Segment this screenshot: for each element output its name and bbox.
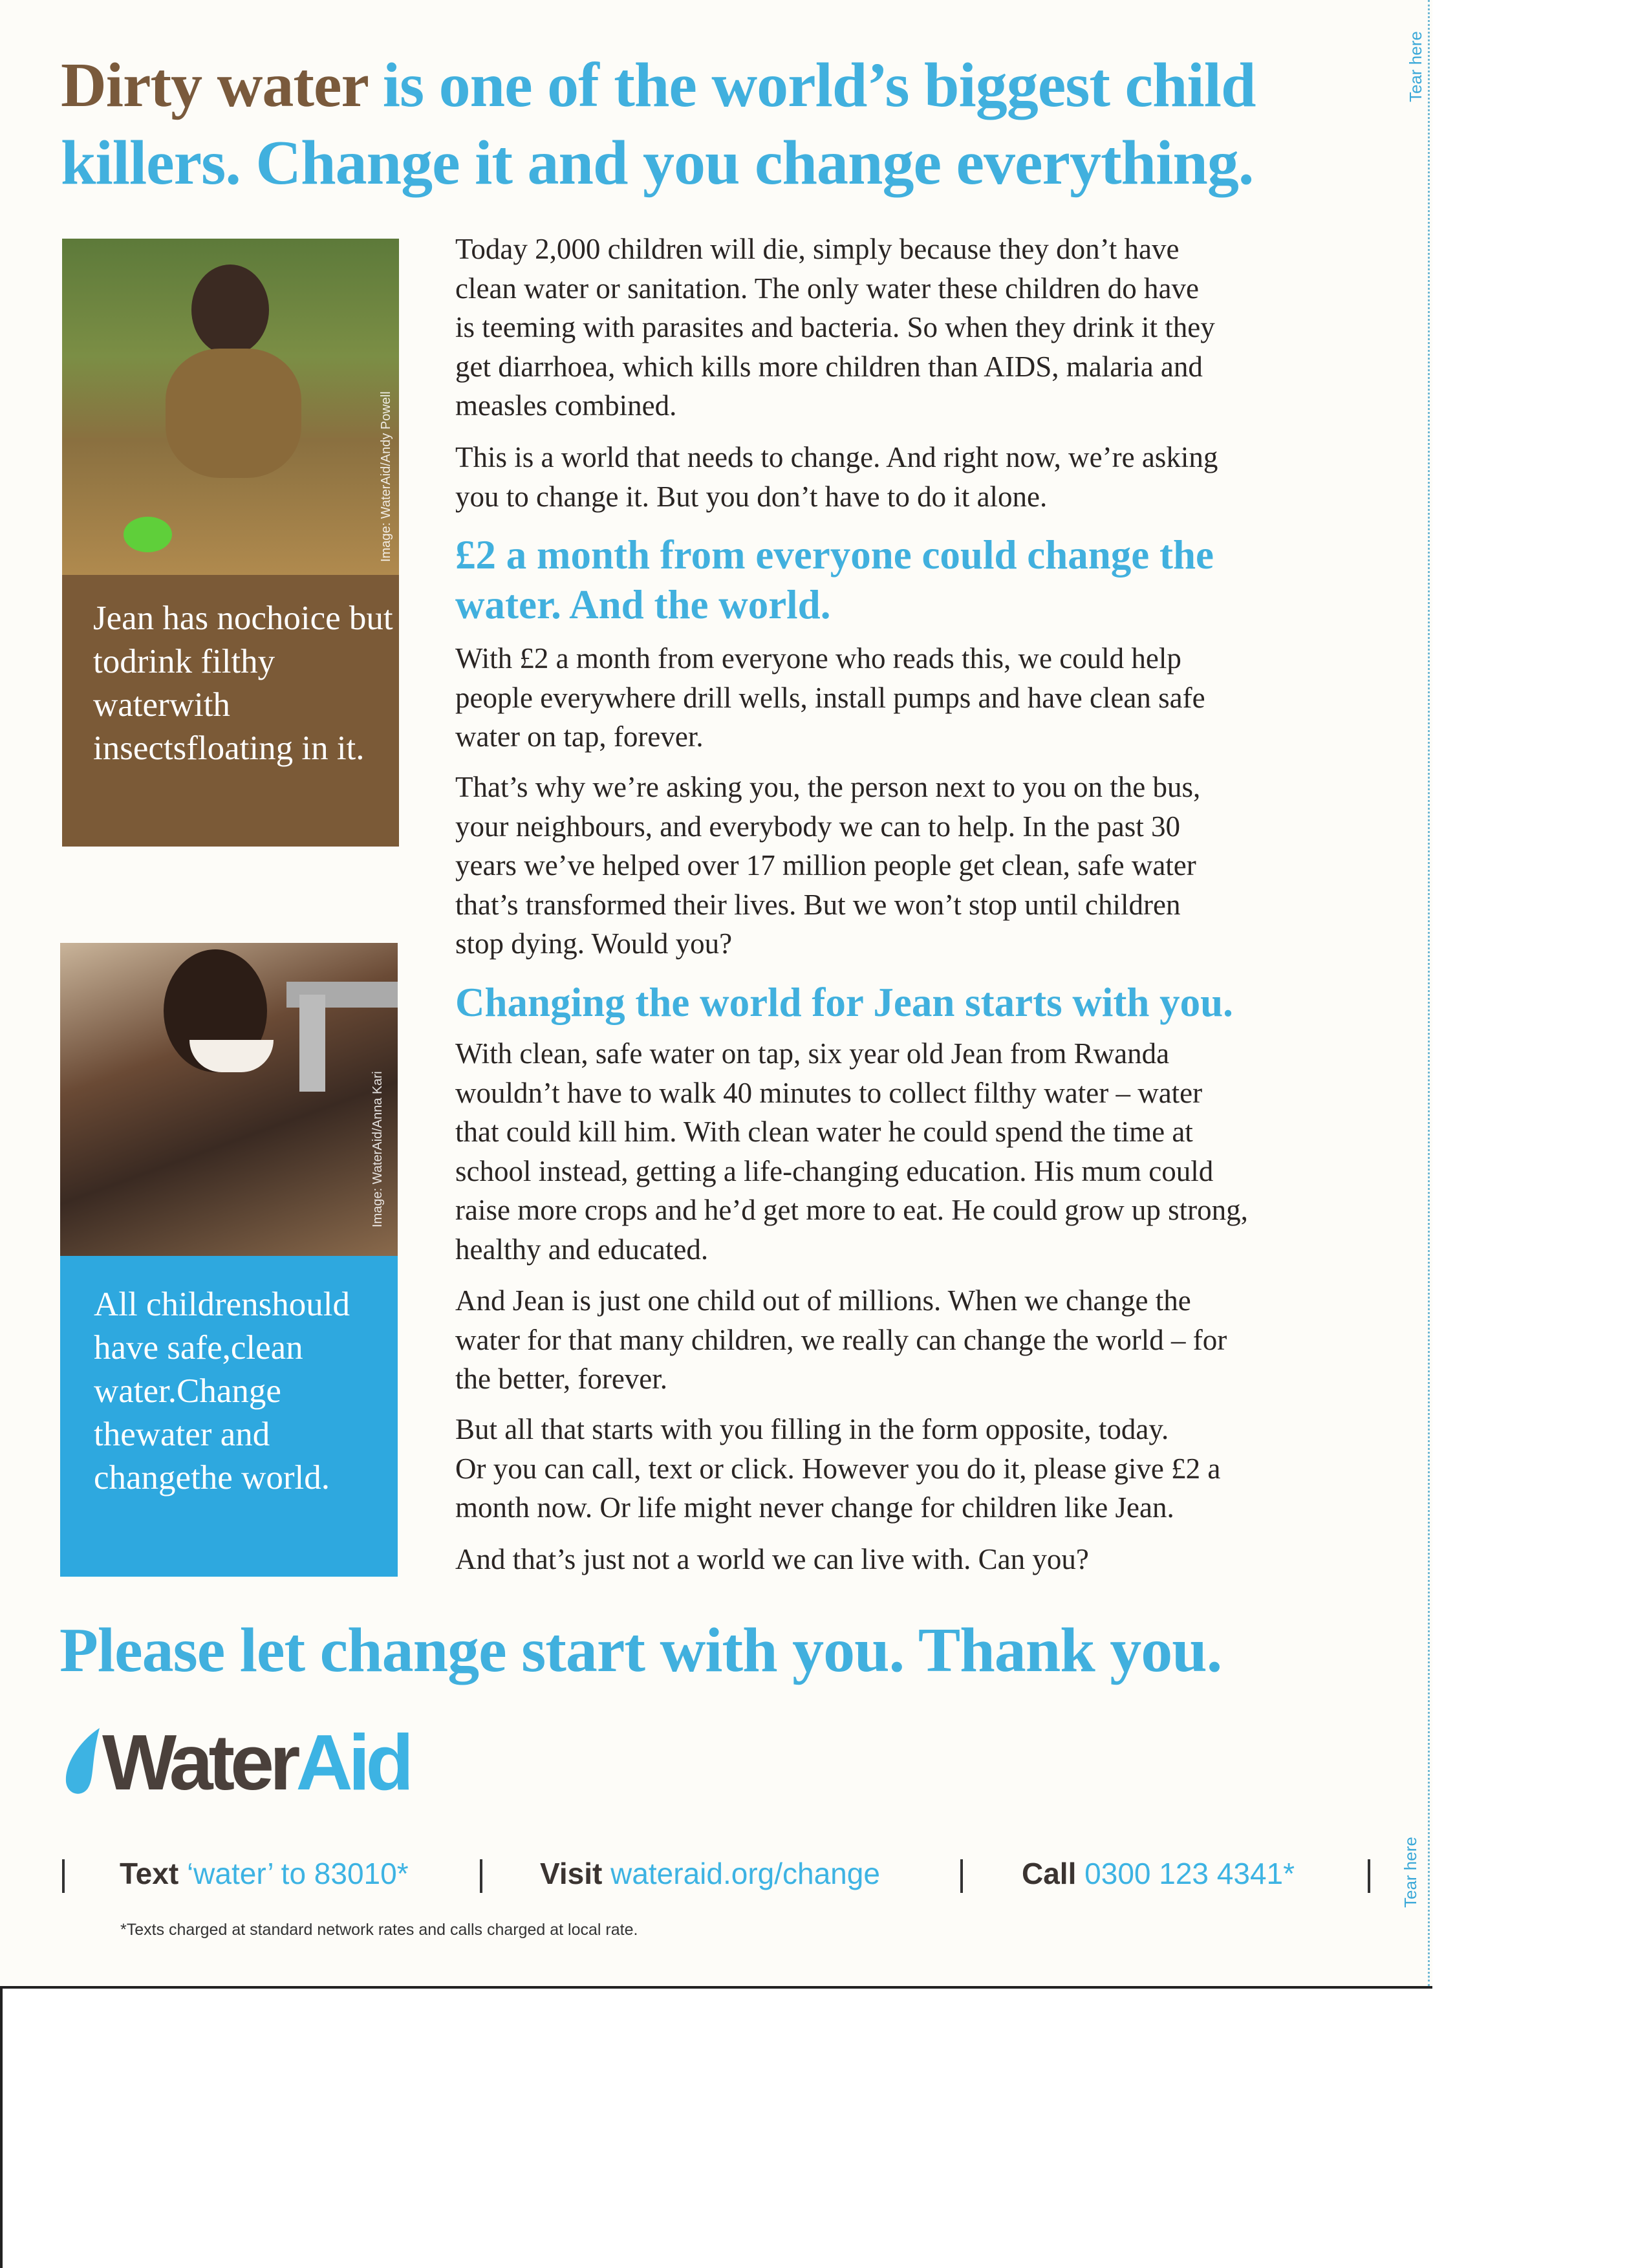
contact-bar xyxy=(58,1856,1384,1901)
text-line: clean water or sanitation. The only water these children do have xyxy=(455,272,1199,305)
text-line: With clean, safe water on tap, six year old Jean from Rwanda xyxy=(455,1037,1170,1070)
text-line: the better, forever. xyxy=(455,1363,668,1395)
body-paragraph xyxy=(455,438,1218,516)
website-link[interactable]: wateraid.org/change xyxy=(610,1857,880,1890)
body-paragraph xyxy=(455,768,1200,964)
text-line: years we’ve helped over 17 million people get clean, safe water xyxy=(455,849,1196,881)
text-line: water on tap, forever. xyxy=(455,720,704,753)
text-label: Text xyxy=(120,1857,179,1890)
divider xyxy=(960,1859,963,1893)
text-line: the world. xyxy=(191,1459,330,1496)
text-line: Changing the world for Jean starts with you. xyxy=(455,980,1233,1025)
text-line: That’s why we’re asking you, the person next to you on the bus, xyxy=(455,771,1201,803)
text-line: choice but to xyxy=(93,599,393,680)
body-paragraph xyxy=(455,639,1205,757)
text-line: raise more crops and he’d get more to eat. He could grow up strong, xyxy=(455,1194,1248,1226)
divider xyxy=(62,1859,65,1893)
photo-jean-drinking xyxy=(62,239,399,575)
call-option xyxy=(1022,1856,1295,1891)
body-paragraph xyxy=(455,1034,1248,1269)
text-line: that could kill him. With clean water he could spend the time at xyxy=(455,1116,1193,1148)
visit-option xyxy=(540,1856,880,1891)
text-line: This is a world that needs to change. And right now, we’re asking xyxy=(455,441,1218,473)
body-paragraph xyxy=(455,1281,1227,1399)
text-line: water for that many children, we really can change the world – for xyxy=(455,1323,1227,1356)
page-edge xyxy=(0,1986,3,2268)
headline xyxy=(61,47,1419,202)
water-drop-icon xyxy=(62,1727,101,1798)
text-line: month now. Or life might never change for children like Jean. xyxy=(455,1491,1174,1524)
photo-credit: Image: WaterAid/Andy Powell xyxy=(379,391,393,562)
text-line: water. And the world. xyxy=(455,582,831,627)
tear-line xyxy=(1428,0,1430,1986)
logo-text-water: Water xyxy=(102,1718,296,1806)
text-line: measles combined. xyxy=(455,389,677,422)
divider xyxy=(480,1859,482,1893)
footnote: *Texts charged at standard network rates and calls charged at local rate. xyxy=(120,1921,638,1939)
text-line: clean water. xyxy=(94,1329,303,1410)
text-line: stop dying. Would you? xyxy=(455,927,733,960)
text-line: And Jean is just one child out of millions. When we change the xyxy=(455,1284,1191,1317)
divider xyxy=(1368,1859,1370,1893)
text-line: is teeming with parasites and bacteria. So when they drink it they xyxy=(455,311,1215,343)
call-label: Call xyxy=(1022,1857,1077,1890)
text-line: your neighbours, and everybody we can to help. In the past 30 xyxy=(455,810,1180,843)
caption-all-children xyxy=(60,1256,398,1577)
photo-child-at-tap xyxy=(60,943,398,1256)
tear-here-label-bottom: Tear here xyxy=(1401,1837,1420,1908)
subheading xyxy=(455,530,1214,630)
text-line: with insects xyxy=(93,686,230,767)
headline-line1: is one of the world’s biggest child xyxy=(367,50,1256,120)
headline-emphasis: Dirty water xyxy=(61,50,368,120)
text-line: water and change xyxy=(94,1416,270,1496)
text-line: that’s transformed their lives. But we won’t stop until children xyxy=(455,888,1181,921)
body-paragraph xyxy=(455,230,1215,426)
text-line: drink filthy water xyxy=(93,643,275,724)
text-line: Jean has no xyxy=(93,599,252,637)
body-paragraph xyxy=(455,1410,1220,1528)
text-line: All children xyxy=(94,1286,259,1323)
headline-line2: killers. Change it and you change everything. xyxy=(61,128,1254,198)
text-line: Today 2,000 children will die, simply because they don’t have xyxy=(455,233,1180,265)
subheading xyxy=(455,978,1233,1028)
text-line: Or you can call, text or click. However you do it, please give £2 a xyxy=(455,1452,1221,1485)
tear-here-label-top: Tear here xyxy=(1406,31,1425,102)
text-line: And that’s just not a world we can live with. Can you? xyxy=(455,1543,1089,1575)
text-line: But all that starts with you filling in the form opposite, today. xyxy=(455,1413,1169,1445)
wateraid-logo xyxy=(62,1720,409,1804)
text-line: Change the xyxy=(94,1372,281,1453)
caption-jean xyxy=(62,575,399,847)
text-line: With £2 a month from everyone who reads this, we could help xyxy=(455,642,1181,675)
text-option xyxy=(120,1856,409,1891)
text-line: healthy and educated. xyxy=(455,1233,709,1266)
photo-credit: Image: WaterAid/Anna Kari xyxy=(371,1071,385,1227)
sms-keyword[interactable]: ‘water’ to 83010* xyxy=(186,1857,409,1890)
text-line: floating in it. xyxy=(186,729,365,767)
text-line: school instead, getting a life-changing education. His mum could xyxy=(455,1154,1214,1187)
phone-number[interactable]: 0300 123 4341* xyxy=(1084,1857,1295,1890)
visit-label: Visit xyxy=(540,1857,603,1890)
body-paragraph xyxy=(455,1540,1089,1579)
text-line: should have safe, xyxy=(94,1286,350,1366)
text-line: £2 a month from everyone could change the xyxy=(455,532,1214,578)
closing-headline: Please let change start with you. Thank you. xyxy=(59,1615,1222,1685)
text-line: you to change it. But you don’t have to do it alone. xyxy=(455,480,1048,513)
text-line: get diarrhoea, which kills more children than AIDS, malaria and xyxy=(455,350,1203,383)
text-line: people everywhere drill wells, install pumps and have clean safe xyxy=(455,681,1205,714)
text-line: wouldn’t have to walk 40 minutes to collect filthy water – water xyxy=(455,1076,1203,1109)
logo-text-aid: Aid xyxy=(296,1718,409,1806)
